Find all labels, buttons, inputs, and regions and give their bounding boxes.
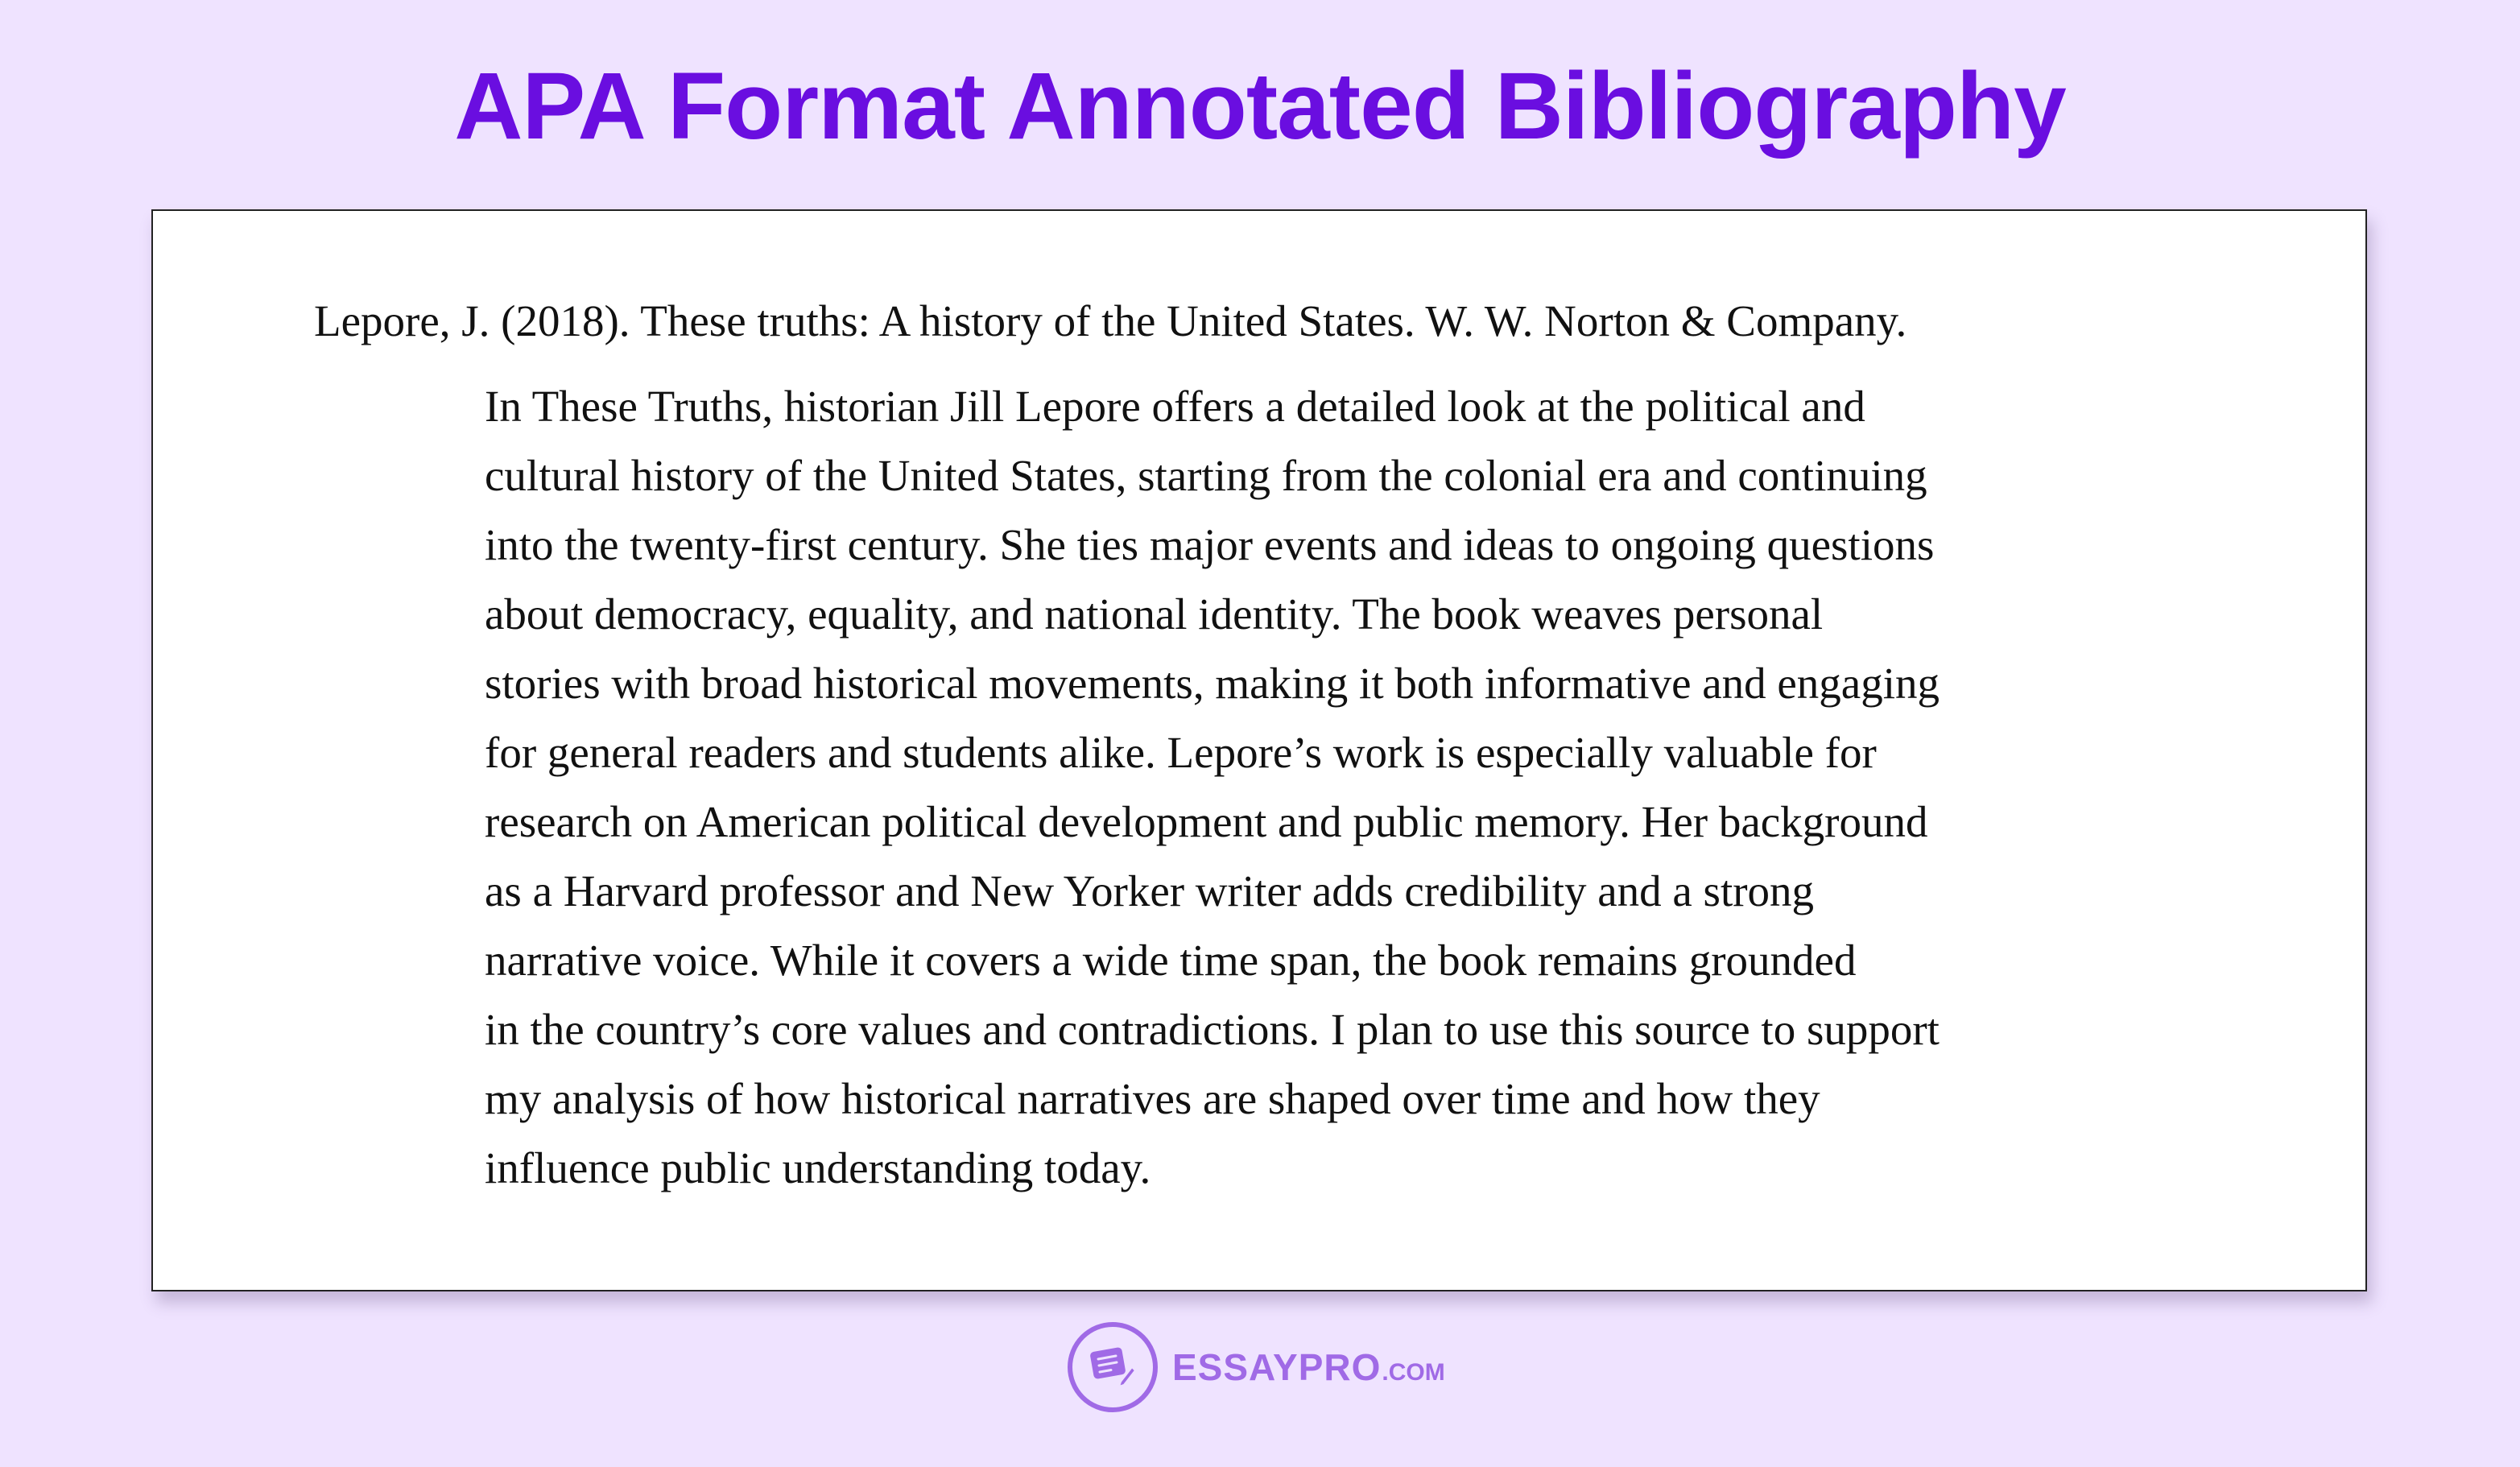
annotation-line: about democracy, equality, and national identity. The book weaves personal xyxy=(485,589,1824,638)
annotation-paragraph xyxy=(485,372,2320,1203)
document-pen-icon xyxy=(1068,1322,1158,1412)
brand-suffix: .COM xyxy=(1382,1359,1445,1386)
annotation-line: in the country’s core values and contradictions. I plan to use this source to support xyxy=(485,1005,1940,1054)
brand-wordmark xyxy=(1172,1345,1445,1389)
annotation-line: into the twenty-first century. She ties major events and ideas to ongoing questions xyxy=(485,520,1935,569)
brand-logo[interactable] xyxy=(1068,1322,1445,1412)
annotation-line: stories with broad historical movements, making it both informative and engaging xyxy=(485,659,1940,708)
page-title: APA Format Annotated Bibliography xyxy=(454,53,2066,159)
annotation-line: for general readers and students alike. Lepore’s work is especially valuable for xyxy=(485,728,1877,777)
annotation-line: narrative voice. While it covers a wide time span, the book remains grounded xyxy=(485,936,1857,985)
annotation-line: research on American political development and public memory. Her background xyxy=(485,797,1928,846)
annotation-line: my analysis of how historical narratives are shaped over time and how they xyxy=(485,1074,1820,1123)
annotation-line: as a Harvard professor and New Yorker writer adds credibility and a strong xyxy=(485,866,1815,915)
annotation-line: cultural history of the United States, starting from the colonial era and continuing xyxy=(485,451,1927,500)
annotation-line: influence public understanding today. xyxy=(485,1143,1151,1192)
annotation-line: In These Truths, historian Jill Lepore offers a detailed look at the political and xyxy=(485,382,1865,431)
bibliography-card xyxy=(151,209,2367,1291)
brand-name: ESSAYPRO xyxy=(1172,1346,1382,1388)
citation-entry: Lepore, J. (2018). These truths: A history of the United States. W. W. Norton & Company. xyxy=(314,296,1907,345)
